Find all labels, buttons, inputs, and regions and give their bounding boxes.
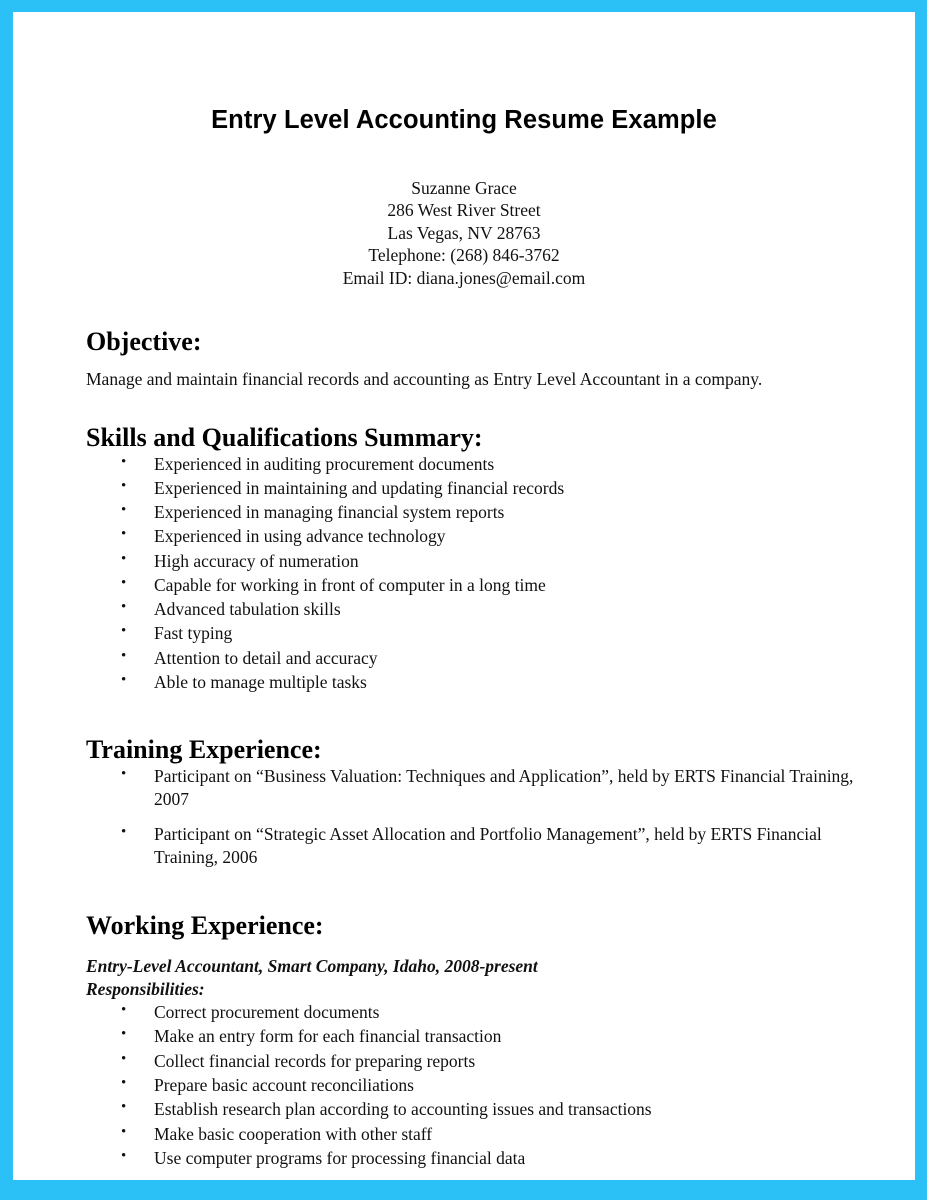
- list-item: • Use computer programs for processing financial data: [137, 1147, 915, 1170]
- skills-list: [13, 453, 915, 695]
- job-entry: [86, 955, 915, 1001]
- list-item: • Capable for working in front of computer in a long time: [137, 574, 915, 597]
- list-item: • Experienced in auditing procurement documents: [137, 453, 915, 476]
- list-item: • Collect financial records for preparing reports: [137, 1050, 915, 1073]
- list-item: • Experienced in using advance technology: [137, 525, 915, 548]
- list-item: • Participant on “Business Valuation: Techniques and Application”, held by ERTS Financial Training, 2007: [137, 765, 866, 812]
- contact-name: Suzanne Grace: [411, 178, 517, 199]
- list-item: • Prepare basic account reconciliations: [137, 1074, 915, 1097]
- responsibilities-list: [13, 1001, 915, 1170]
- page-title: Entry Level Accounting Resume Example: [211, 106, 717, 134]
- objective-text: Manage and maintain financial records and accounting as Entry Level Accountant in a company.: [86, 368, 763, 389]
- contact-street: 286 West River Street: [387, 200, 541, 221]
- list-item: • Establish research plan according to accounting issues and transactions: [137, 1098, 915, 1121]
- contact-block: [13, 177, 915, 289]
- list-item: • Experienced in maintaining and updating financial records: [137, 477, 915, 500]
- responsibilities-label: Responsibilities:: [86, 979, 205, 1000]
- list-item: • Advanced tabulation skills: [137, 598, 915, 621]
- section-heading-working: Working Experience:: [86, 911, 324, 941]
- list-item: • Attention to detail and accuracy: [137, 647, 915, 670]
- section-heading-skills: Skills and Qualifications Summary:: [86, 422, 483, 452]
- list-item: • Fast typing: [137, 622, 915, 645]
- list-item: • Correct procurement documents: [137, 1001, 915, 1024]
- list-item: • High accuracy of numeration: [137, 550, 915, 573]
- section-heading-objective: Objective:: [86, 327, 202, 356]
- resume-content: [13, 12, 915, 1171]
- section-heading-training: Training Experience:: [86, 735, 322, 765]
- contact-email: Email ID: diana.jones@email.com: [342, 267, 586, 288]
- training-list: [13, 765, 915, 869]
- list-item: • Experienced in managing financial system reports: [137, 501, 915, 524]
- list-item: • Make an entry form for each financial transaction: [137, 1025, 915, 1048]
- list-item: • Participant on “Strategic Asset Allocation and Portfolio Management”, held by ERTS Financial Training, 2006: [137, 823, 866, 870]
- resume-sheet: [13, 12, 915, 1180]
- list-item: • Make basic cooperation with other staff: [137, 1123, 915, 1146]
- list-item: • Able to manage multiple tasks: [137, 671, 915, 694]
- job-title-line: Entry-Level Accountant, Smart Company, Idaho, 2008-present: [86, 956, 538, 977]
- contact-telephone: Telephone: (268) 846-3762: [368, 245, 560, 266]
- contact-city: Las Vegas, NV 28763: [387, 222, 541, 243]
